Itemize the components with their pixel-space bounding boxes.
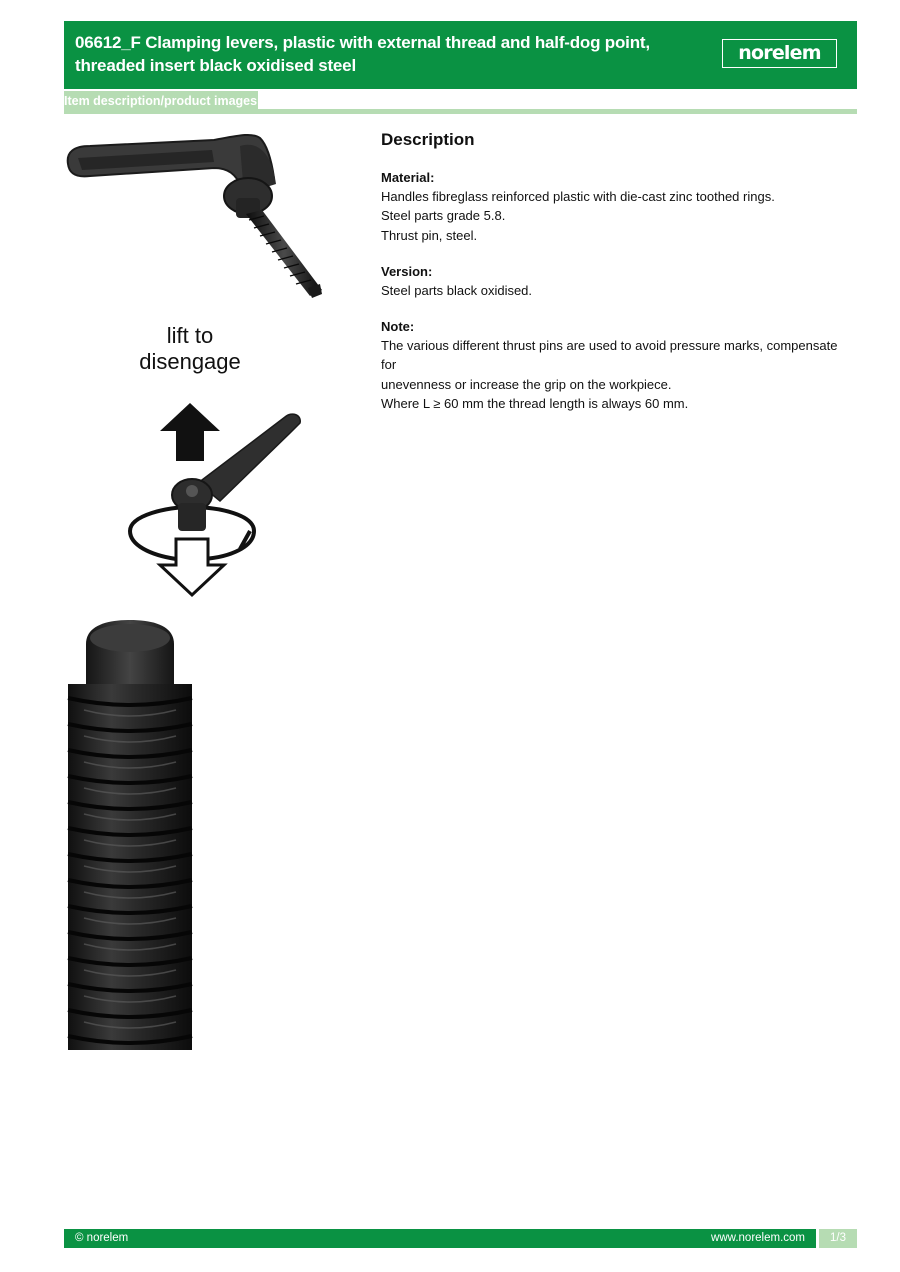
page-number: 1/3 [819, 1229, 857, 1248]
note-title: Note: [381, 319, 415, 335]
note-line: The various different thrust pins are used to avoid pressure marks, compensate for [381, 338, 838, 373]
section-strip [64, 91, 857, 114]
note-block [381, 317, 851, 413]
logo-text: norelem [738, 42, 821, 64]
note-line: Where L ≥ 60 mm the thread length is always 60 mm. [381, 396, 689, 412]
arrow-up-icon [160, 403, 220, 461]
arrow-down-icon [160, 539, 224, 595]
material-block [381, 168, 851, 245]
lift-to-disengage-illustration [120, 403, 310, 598]
section-label: Item description/product images [64, 91, 258, 111]
material-title: Material: [381, 170, 435, 185]
footer-bar [64, 1229, 816, 1248]
footer-website-link[interactable]: www.norelem.com [711, 1232, 805, 1244]
material-line: Handles fibreglass reinforced plastic with die-cast zinc toothed rings. [381, 189, 775, 204]
header-bar [64, 21, 857, 89]
instruction-caption [110, 323, 270, 375]
version-block [381, 262, 851, 300]
caption-line-2: disengage [139, 349, 241, 374]
material-line: Thrust pin, steel. [381, 227, 478, 243]
version-line: Steel parts black oxidised. [381, 282, 533, 298]
page-title-line-1: 06612_F Clamping levers, plastic with external thread and half-dog point, [75, 33, 650, 52]
half-dog-point-thread-image [64, 620, 198, 1050]
page-title [75, 31, 695, 77]
material-line: Steel parts grade 5.8. [381, 208, 506, 224]
caption-line-1: lift to [166, 323, 214, 348]
version-title: Version: [381, 263, 433, 279]
footer-copyright: © norelem [75, 1232, 129, 1244]
clamping-lever-product-image [64, 128, 329, 303]
note-line: unevenness or increase the grip on the workpiece. [381, 376, 672, 392]
description-heading: Description [381, 130, 475, 149]
norelem-logo [722, 39, 837, 68]
page-title-line-2: threaded insert black oxidised steel [75, 56, 356, 75]
description-section [381, 128, 851, 430]
